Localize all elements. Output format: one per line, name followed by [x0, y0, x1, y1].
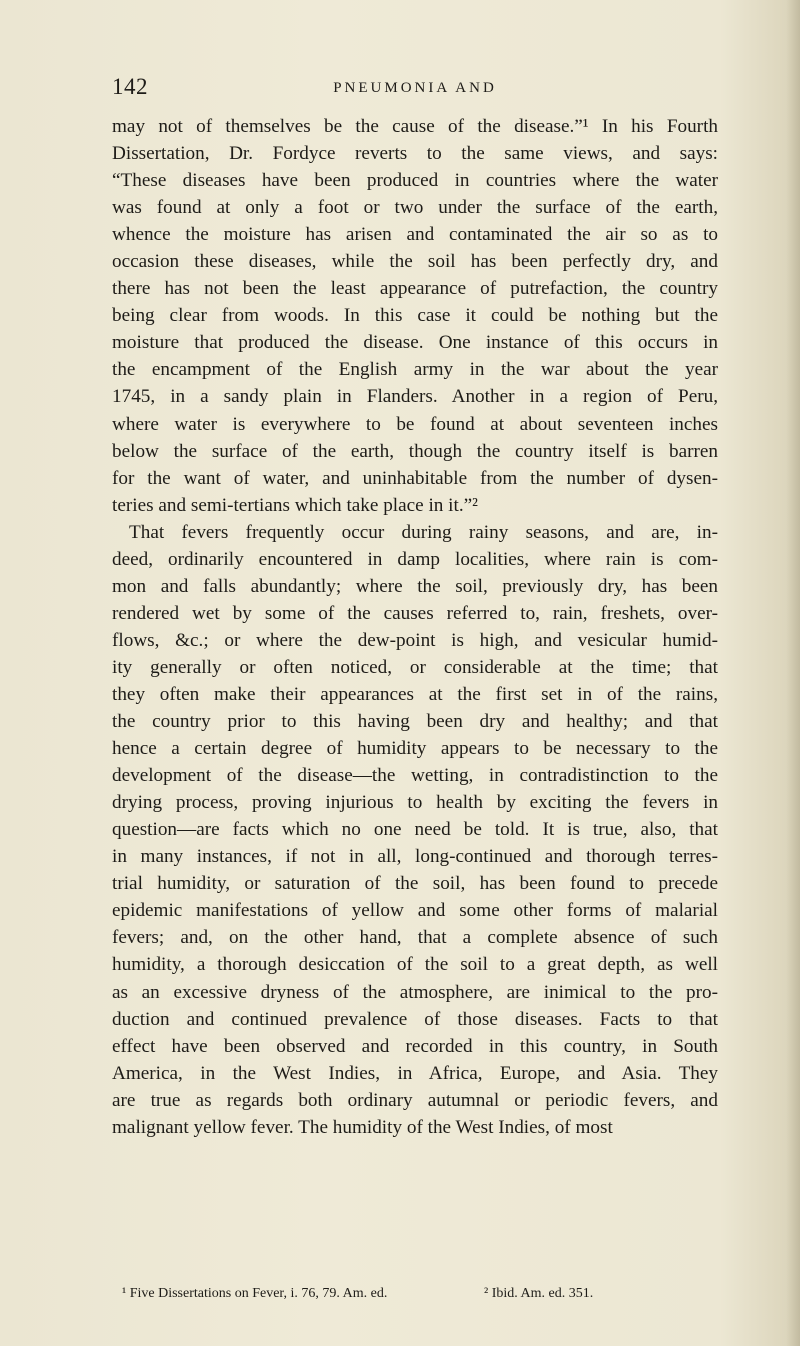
- page-number: 142: [112, 74, 148, 99]
- text-line: teries and semi-tertians which take place in it.”²: [112, 494, 478, 516]
- footnotes: [112, 1283, 718, 1305]
- text-line: 1745, in a sandy plain in Flanders. Another in a region of Peru,: [112, 386, 718, 408]
- text-line: the country prior to this having been dry and healthy; and that: [112, 711, 718, 733]
- text-line: “These diseases have been produced in countries where the water: [112, 170, 718, 192]
- text-line: duction and continued prevalence of those diseases. Facts to that: [112, 1008, 718, 1030]
- text-line: fevers; and, on the other hand, that a complete absence of such: [112, 927, 718, 949]
- text-line: in many instances, if not in all, long-continued and thorough terres-: [112, 846, 718, 868]
- footnote-1: ¹ Five Dissertations on Fever, i. 76, 79. Am. ed.: [122, 1286, 388, 1301]
- text-line: ity generally or often noticed, or considerable at the time; that: [112, 656, 718, 678]
- text-line: occasion these diseases, while the soil has been perfectly dry, and: [112, 251, 718, 273]
- text-line: effect have been observed and recorded in this country, in South: [112, 1035, 718, 1057]
- text-line: for the want of water, and uninhabitable from the number of dysen-: [112, 467, 718, 489]
- text-line: question—are facts which no one need be told. It is true, also, that: [112, 819, 718, 841]
- text-line: humidity, a thorough desiccation of the soil to a great depth, as well: [112, 954, 718, 976]
- page-header: [112, 74, 718, 108]
- text-line: there has not been the least appearance of putrefaction, the country: [112, 278, 718, 300]
- text-line: whence the moisture has arisen and contaminated the air so as to: [112, 224, 718, 246]
- text-line: was found at only a foot or two under the surface of the earth,: [112, 197, 718, 219]
- body-text: [112, 113, 718, 1141]
- text-line: hence a certain degree of humidity appears to be necessary to the: [112, 738, 718, 760]
- text-line: as an excessive dryness of the atmosphere, are inimical to the pro-: [112, 981, 718, 1003]
- text-line: Dissertation, Dr. Fordyce reverts to the same views, and says:: [112, 143, 718, 165]
- text-line: the encampment of the English army in the war about the year: [112, 359, 718, 381]
- text-line: trial humidity, or saturation of the soil, has been found to precede: [112, 873, 718, 895]
- text-line: mon and falls abundantly; where the soil, previously dry, has been: [112, 575, 718, 597]
- text-line: drying process, proving injurious to health by exciting the fevers in: [112, 792, 718, 814]
- text-line: epidemic manifestations of yellow and some other forms of malarial: [112, 900, 718, 922]
- text-line: malignant yellow fever. The humidity of the West Indies, of most: [112, 1116, 613, 1138]
- text-line: may not of themselves be the cause of the disease.”¹ In his Fourth: [112, 116, 718, 137]
- text-line: flows, &c.; or where the dew-point is high, and vesicular humid-: [112, 629, 718, 651]
- text-line: are true as regards both ordinary autumnal or periodic fevers, and: [112, 1089, 718, 1111]
- text-line: moisture that produced the disease. One instance of this occurs in: [112, 332, 718, 354]
- footnote-2: ² Ibid. Am. ed. 351.: [484, 1286, 594, 1301]
- text-line: where water is everywhere to be found at about seventeen inches: [112, 413, 718, 435]
- text-line: rendered wet by some of the causes referred to, rain, freshets, over-: [112, 602, 718, 624]
- text-line: below the surface of the earth, though the country itself is barren: [112, 440, 718, 462]
- text-line: being clear from woods. In this case it could be nothing but the: [112, 305, 718, 327]
- text-line: That fevers frequently occur during rainy seasons, and are, in-: [129, 521, 718, 543]
- text-line: America, in the West Indies, in Africa, Europe, and Asia. They: [112, 1062, 718, 1084]
- running-head: PNEUMONIA AND: [333, 80, 497, 96]
- text-line: they often make their appearances at the first set in of the rains,: [112, 683, 718, 705]
- text-line: development of the disease—the wetting, in contradistinction to the: [112, 765, 718, 787]
- page-edge-shadow: [786, 0, 800, 1346]
- text-line: deed, ordinarily encountered in damp localities, where rain is com-: [112, 548, 718, 570]
